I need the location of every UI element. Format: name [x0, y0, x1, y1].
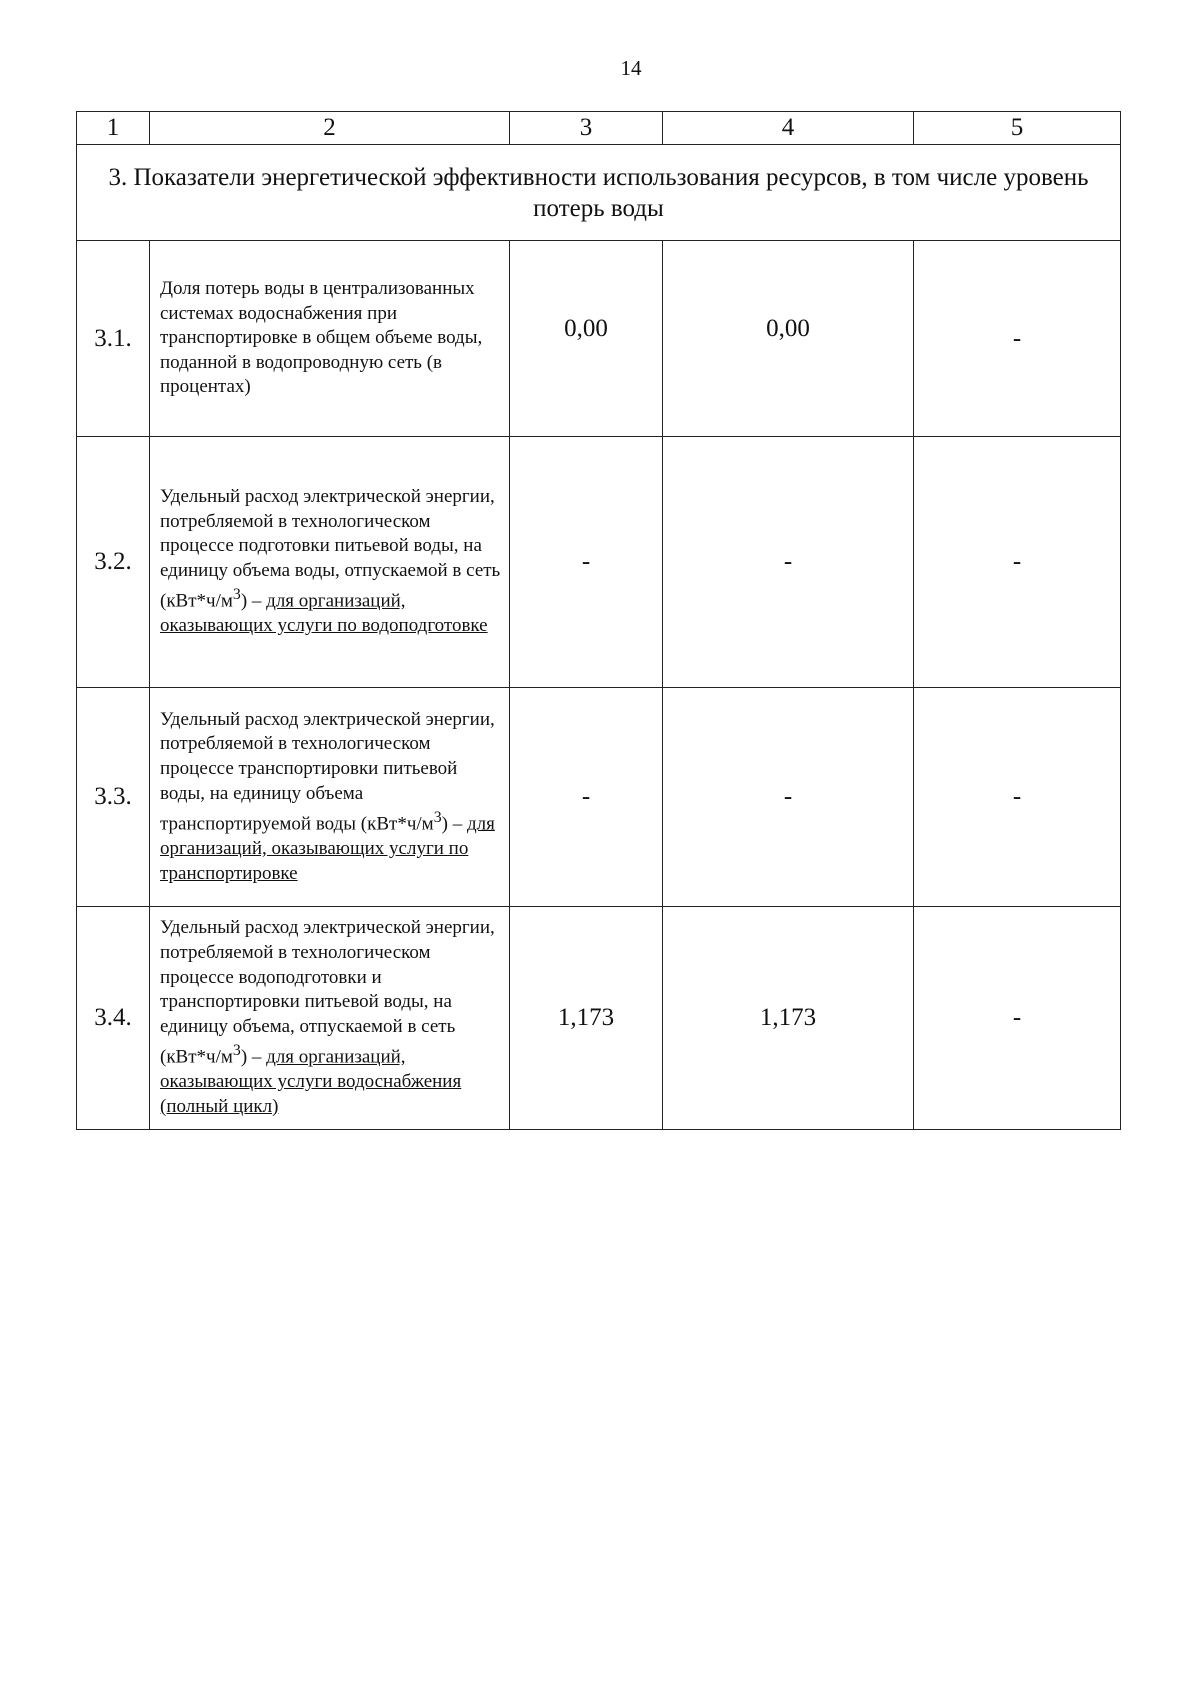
table-row: [77, 907, 1121, 1130]
description-dash: ) –: [240, 590, 267, 612]
row-description: Доля потерь воды в централизованных системах водоснабжения при транспортировке в общем объеме воды, поданной в водопроводную сеть (в процентах): [150, 241, 510, 437]
column-header: 1: [77, 112, 150, 145]
value-text: 0,00: [766, 314, 810, 342]
description-underlined: для организаций, оказывающих услуги водоснабжения (полный цикл): [160, 1046, 462, 1117]
row-value-col4: [663, 241, 914, 437]
row-description: [150, 437, 510, 688]
description-underlined: для организаций, оказывающих услуги по водоподготовке: [160, 590, 488, 637]
table-row: [77, 688, 1121, 907]
table-row: [77, 437, 1121, 688]
row-description: [150, 907, 510, 1130]
section-header-row: [77, 145, 1121, 241]
description-text: Удельный расход электрической энергии, потребляемой в технологическом процессе подготовки питьевой воды, на единицу объема воды, отпускаемой в сеть (кВт*ч/м: [160, 486, 501, 612]
row-value-col3: -: [510, 437, 663, 688]
description-dash: ) –: [240, 1046, 267, 1068]
column-number-header-row: [77, 112, 1121, 145]
row-value-col4: -: [663, 437, 914, 688]
superscript: 3: [433, 809, 442, 827]
column-header: 2: [150, 112, 510, 145]
column-header: 3: [510, 112, 663, 145]
row-value-col5: -: [914, 688, 1121, 907]
row-value-col5: -: [914, 241, 1121, 437]
row-value-col4: 1,173: [663, 907, 914, 1130]
column-header: 4: [663, 112, 914, 145]
row-value-col3: [510, 241, 663, 437]
row-number: 3.3.: [77, 688, 150, 907]
description-dash: ) –: [441, 813, 467, 835]
description-text: Удельный расход электрической энергии, потребляемой в технологическом процессе водоподготовки и транспортировки питьевой воды, на единицу объема, отпускаемой в сеть (кВт*ч/м: [160, 917, 495, 1068]
row-value-col5: -: [914, 437, 1121, 688]
column-header: 5: [914, 112, 1121, 145]
superscript: 3: [232, 1042, 241, 1060]
table-row: [77, 241, 1121, 437]
superscript: 3: [232, 586, 241, 604]
row-description: [150, 688, 510, 907]
row-value-col5: -: [914, 907, 1121, 1130]
description-underlined: для организаций, оказывающих услуги по транспортировке: [160, 813, 495, 884]
indicators-table: [76, 111, 1121, 1130]
row-number: 3.1.: [77, 241, 150, 437]
row-number: 3.2.: [77, 437, 150, 688]
row-value-col3: 1,173: [510, 907, 663, 1130]
page-number: 14: [620, 56, 642, 80]
value-text: 0,00: [564, 314, 608, 342]
row-value-col3: -: [510, 688, 663, 907]
row-number: 3.4.: [77, 907, 150, 1130]
row-value-col4: -: [663, 688, 914, 907]
description-text: Удельный расход электрической энергии, потребляемой в технологическом процессе транспортировки питьевой воды, на единицу объема транспортируемой воды (кВт*ч/м: [160, 708, 495, 835]
section-title: 3. Показатели энергетической эффективности использования ресурсов, в том числе уровень потерь воды: [77, 145, 1121, 241]
